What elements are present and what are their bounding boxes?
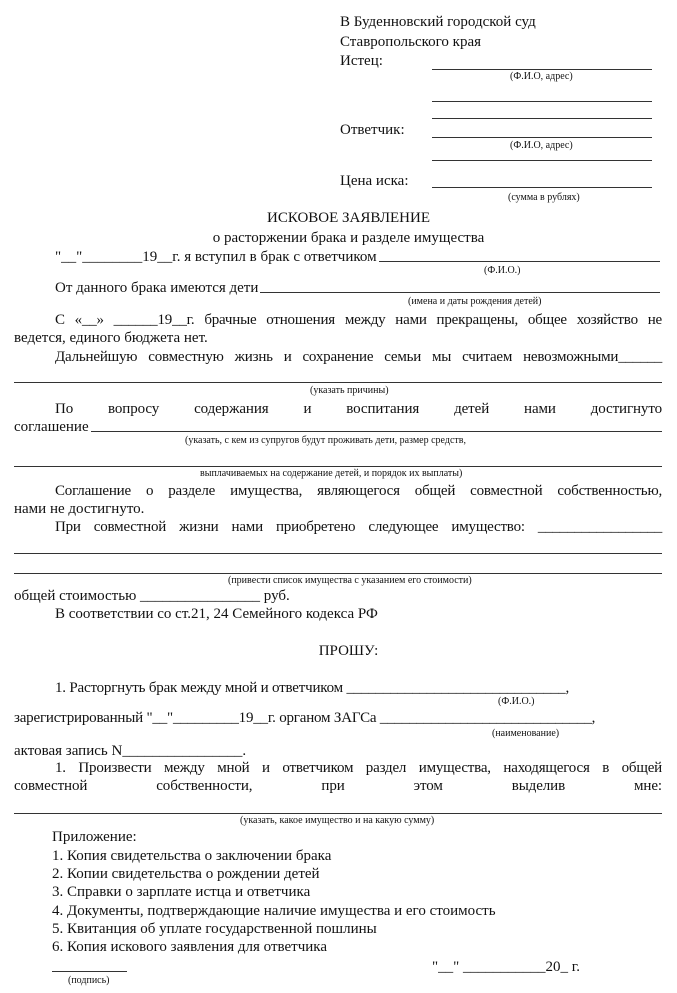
record-number-line: актовая запись N________________. <box>14 743 247 759</box>
court-name: В Буденновский городской суд <box>340 14 536 30</box>
reasons-field[interactable] <box>14 382 662 383</box>
plaintiff-field-3[interactable] <box>432 118 652 119</box>
children-line <box>55 279 660 297</box>
defendant-label: Ответчик: <box>340 122 405 138</box>
registry-name-caption: (наименование) <box>492 728 560 739</box>
spouse-field[interactable] <box>379 261 660 262</box>
registered-line: зарегистрированный "__"_________19__г. органом ЗАГСа _____________________________, <box>14 710 596 726</box>
total-cost-line: общей стоимостью ________________ руб. <box>14 588 290 604</box>
property-list-caption: (привести список имущества с указанием его стоимости) <box>228 575 472 586</box>
defendant-caption: (Ф.И.О, адрес) <box>510 140 573 151</box>
agreement-field[interactable] <box>91 431 662 432</box>
signature-caption: (подпись) <box>68 975 110 986</box>
agreement-caption-2: выплачиваемых на содержание детей, и порядок их выплаты) <box>200 468 463 479</box>
claim-price-field[interactable] <box>432 187 652 188</box>
children-text: От данного брака имеются дети <box>55 280 259 296</box>
request-fio-caption: (Ф.И.О.) <box>498 696 535 707</box>
plaintiff-label: Истец: <box>340 53 383 69</box>
division-caption: (указать, какое имущество и на какую сумму) <box>240 815 435 826</box>
request-item-division-2: совместной собственности, при этом выделив мне: <box>14 778 662 794</box>
children-caption: (имена и даты рождения детей) <box>408 296 542 307</box>
marriage-text: "__"________19__г. я вступил в брак с ответчиком <box>55 249 377 265</box>
claim-price-label: Цена иска: <box>340 173 409 189</box>
property-list-field-2[interactable] <box>14 573 662 574</box>
reasons-caption: (указать причины) <box>310 385 389 396</box>
agreement-caption-1: (указать, с кем из супругов будут проживать дети, размер средств, <box>185 435 466 446</box>
acquired-line: При совместной жизни нами приобретено следующее имущество: _________________ <box>55 519 662 535</box>
court-region: Ставропольского края <box>340 34 481 50</box>
signature-field[interactable] <box>52 971 127 972</box>
request-heading: ПРОШУ: <box>318 643 379 659</box>
property-line-2: нами не достигнуто. <box>14 501 145 517</box>
attachment-item: 3. Справки о зарплате истца и ответчика <box>52 884 311 900</box>
request-item-divorce: 1. Расторгнуть брак между мной и ответчиком ______________________________, <box>55 680 570 696</box>
attachment-item: 4. Документы, подтверждающие наличие имущества и его стоимость <box>52 903 496 919</box>
request-item-division-1: 1. Произвести между мной и ответчиком раздел имущества, находящегося в общей <box>55 760 662 776</box>
defendant-field[interactable] <box>432 137 652 138</box>
property-list-field-1[interactable] <box>14 553 662 554</box>
agreement-line-1: По вопросу содержания и воспитания детей нами достигнуто <box>55 401 662 417</box>
ceased-line-1: С «__» ______19__г. брачные отношения между нами прекращены, общее хозяйство не <box>55 312 662 328</box>
plaintiff-caption: (Ф.И.О, адрес) <box>510 71 573 82</box>
plaintiff-field-2[interactable] <box>432 101 652 102</box>
law-reference: В соответствии со ст.21, 24 Семейного кодекса РФ <box>55 606 378 622</box>
fio-caption: (Ф.И.О.) <box>484 265 521 276</box>
agreement-text: соглашение <box>14 419 89 435</box>
document-title: ИСКОВОЕ ЗАЯВЛЕНИЕ <box>266 210 430 226</box>
division-field[interactable] <box>14 813 662 814</box>
attachment-item: 1. Копия свидетельства о заключении брака <box>52 848 332 864</box>
plaintiff-field[interactable] <box>432 69 652 70</box>
attachment-item: 2. Копии свидетельства о рождении детей <box>52 866 320 882</box>
claim-price-caption: (сумма в рублях) <box>508 192 580 203</box>
attachments-heading: Приложение: <box>52 829 137 845</box>
property-line-1: Соглашение о разделе имущества, являющегося общей совместной собственностью, <box>55 483 662 499</box>
children-field[interactable] <box>260 292 660 293</box>
date-field[interactable]: "__" ___________20_ г. <box>432 959 580 975</box>
agreement-line-2 <box>14 418 662 436</box>
attachment-item: 6. Копия искового заявления для ответчика <box>52 939 328 955</box>
marriage-line <box>55 248 660 266</box>
impossible-line: Дальнейшую совместную жизнь и сохранение семьи мы считаем невозможными______ <box>55 349 662 365</box>
ceased-line-2: ведется, единого бюджета нет. <box>14 330 208 346</box>
attachment-item: 5. Квитанция об уплате государственной пошлины <box>52 921 377 937</box>
document-subtitle: о расторжении брака и разделе имущества <box>212 230 485 246</box>
defendant-field-2[interactable] <box>432 160 652 161</box>
agreement-field-2[interactable] <box>14 466 662 467</box>
